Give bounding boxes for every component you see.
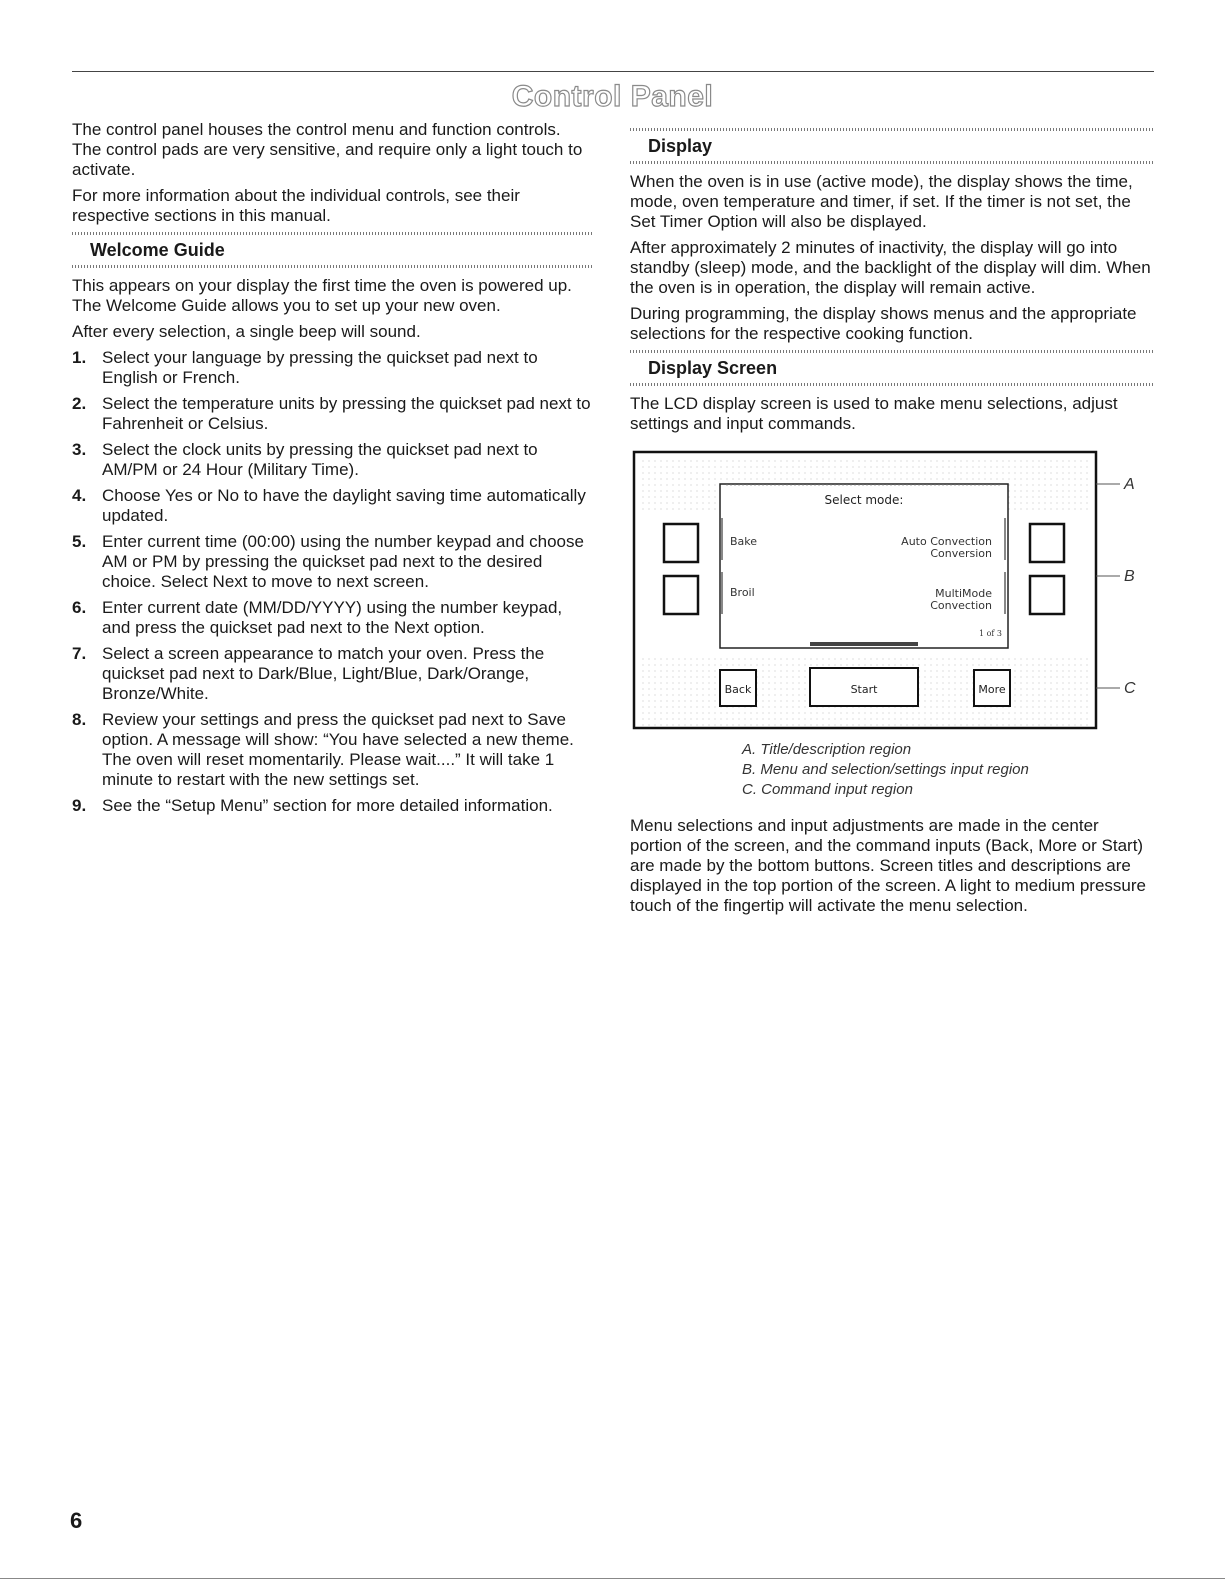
display-screen-paragraph: The LCD display screen is used to make menu selections, adjust settings and input commands. [630, 394, 1118, 433]
right-quickset-pad-2[interactable] [1030, 576, 1064, 614]
list-item [72, 394, 594, 434]
caption-b: B. Menu and selection/settings input region [742, 761, 1029, 778]
step-text: Choose Yes or No to have the daylight saving time automatically updated. [102, 486, 586, 525]
display-heading: Display [648, 136, 713, 156]
auto-convection-option-line2[interactable]: Conversion [930, 547, 992, 560]
callout-b-label: B [1124, 568, 1135, 585]
bake-option[interactable]: Bake [730, 535, 758, 548]
list-item [72, 710, 594, 790]
right-quickset-pad-1[interactable] [1030, 524, 1064, 562]
select-mode-title: Select mode: [824, 493, 904, 507]
right-column [630, 120, 1154, 922]
display-screen-diagram [630, 448, 1154, 738]
page-title: Control Panel [511, 80, 714, 113]
back-button-label: Back [724, 683, 752, 696]
step-number: 3. [72, 440, 87, 459]
display-screen-outro: Menu selections and input adjustments are made in the center portion of the screen, and the command inputs (Back, More or Start) are made by the bottom buttons. Screen titles and descriptions are displayed in the top portion of the screen. A light to medium pressure touch of the fingertip will activate the menu selection. [630, 816, 1146, 915]
list-item [72, 644, 594, 704]
display-heading-block [630, 128, 1154, 164]
auto-convection-option-line1[interactable]: Auto Convection [901, 535, 992, 548]
caption-c: C. Command input region [742, 781, 913, 798]
multimode-option-line1[interactable]: MultiMode [935, 587, 992, 600]
step-number: 1. [72, 348, 87, 367]
list-item [72, 532, 594, 592]
more-button-label: More [978, 683, 1006, 696]
left-column [72, 120, 594, 822]
step-number: 6. [72, 598, 87, 617]
hatch-rule [630, 383, 1154, 386]
bottom-rule [0, 1578, 1225, 1579]
step-text: Select your language by pressing the quickset pad next to English or French. [102, 348, 538, 387]
step-number: 5. [72, 532, 87, 551]
page-progress-bar [810, 642, 918, 646]
step-text: Select the temperature units by pressing the quickset pad next to Fahrenheit or Celsius. [102, 394, 591, 433]
top-rule [72, 71, 1154, 72]
hatch-rule [72, 265, 594, 268]
start-button-label: Start [850, 683, 878, 696]
caption-a: A. Title/description region [742, 741, 912, 758]
list-item [72, 796, 594, 816]
left-quickset-pad-1[interactable] [664, 524, 698, 562]
display-paragraph: During programming, the display shows menus and the appropriate selections for the respective cooking function. [630, 304, 1137, 343]
multimode-option-line2[interactable]: Convection [930, 599, 992, 612]
callout-a-label: A [1124, 476, 1135, 493]
display-screen-figure [630, 448, 1154, 738]
intro-paragraph: The control panel houses the control menu and function controls. The control pads are very sensitive, and require only a light touch to activate. [72, 120, 583, 179]
step-text: Select the clock units by pressing the quickset pad next to AM/PM or 24 Hour (Military Time). [102, 440, 538, 479]
welcome-guide-heading-block [72, 232, 594, 268]
step-number: 2. [72, 394, 87, 413]
step-number: 9. [72, 796, 87, 815]
hatch-rule [630, 161, 1154, 164]
page-number: 6 [70, 1508, 83, 1533]
step-number: 8. [72, 710, 87, 729]
list-item [72, 598, 594, 638]
step-text: Enter current time (00:00) using the number keypad and choose AM or PM by pressing the quickset pad next to the desired choice. Select Next to move to next screen. [102, 532, 584, 591]
welcome-paragraph: After every selection, a single beep will sound. [72, 322, 421, 341]
display-paragraph: After approximately 2 minutes of inactivity, the display will go into standby (sleep) mode, and the backlight of the display will dim. When the oven is in operation, the display will remain active. [630, 238, 1151, 297]
list-item [72, 440, 594, 480]
callout-c-label: C [1124, 680, 1136, 697]
left-quickset-pad-2[interactable] [664, 576, 698, 614]
step-text: Review your settings and press the quickset pad next to Save option. A message will show: “You have selected a new theme. The oven will reset momentarily. Please wait....” It will take 1 minute to restart with the new settings set. [102, 710, 574, 789]
step-text: Enter current date (MM/DD/YYYY) using the number keypad, and press the quickset pad next to the Next option. [102, 598, 563, 637]
display-screen-heading: Display Screen [648, 358, 778, 378]
page-indicator: 1 of 3 [978, 629, 1002, 638]
display-paragraph: When the oven is in use (active mode), the display shows the time, mode, oven temperature and timer, if set. If the timer is not set, the Set Timer Option will also be displayed. [630, 172, 1133, 231]
display-screen-heading-block [630, 350, 1154, 386]
intro-paragraph: For more information about the individual controls, see their respective sections in this manual. [72, 186, 520, 225]
broil-option[interactable]: Broil [730, 586, 755, 599]
setup-steps-list [72, 348, 594, 816]
step-text: Select a screen appearance to match your oven. Press the quickset pad next to Dark/Blue, Light/Blue, Dark/Orange, Bronze/White. [102, 644, 545, 703]
step-number: 7. [72, 644, 87, 663]
step-text: See the “Setup Menu” section for more detailed information. [102, 796, 553, 815]
list-item [72, 486, 594, 526]
figure-captions [630, 740, 1154, 800]
list-item [72, 348, 594, 388]
menu-window [720, 484, 1008, 648]
welcome-paragraph: This appears on your display the first time the oven is powered up. The Welcome Guide allows you to set up your new oven. [72, 276, 572, 315]
welcome-guide-heading: Welcome Guide [90, 240, 225, 260]
step-number: 4. [72, 486, 87, 505]
